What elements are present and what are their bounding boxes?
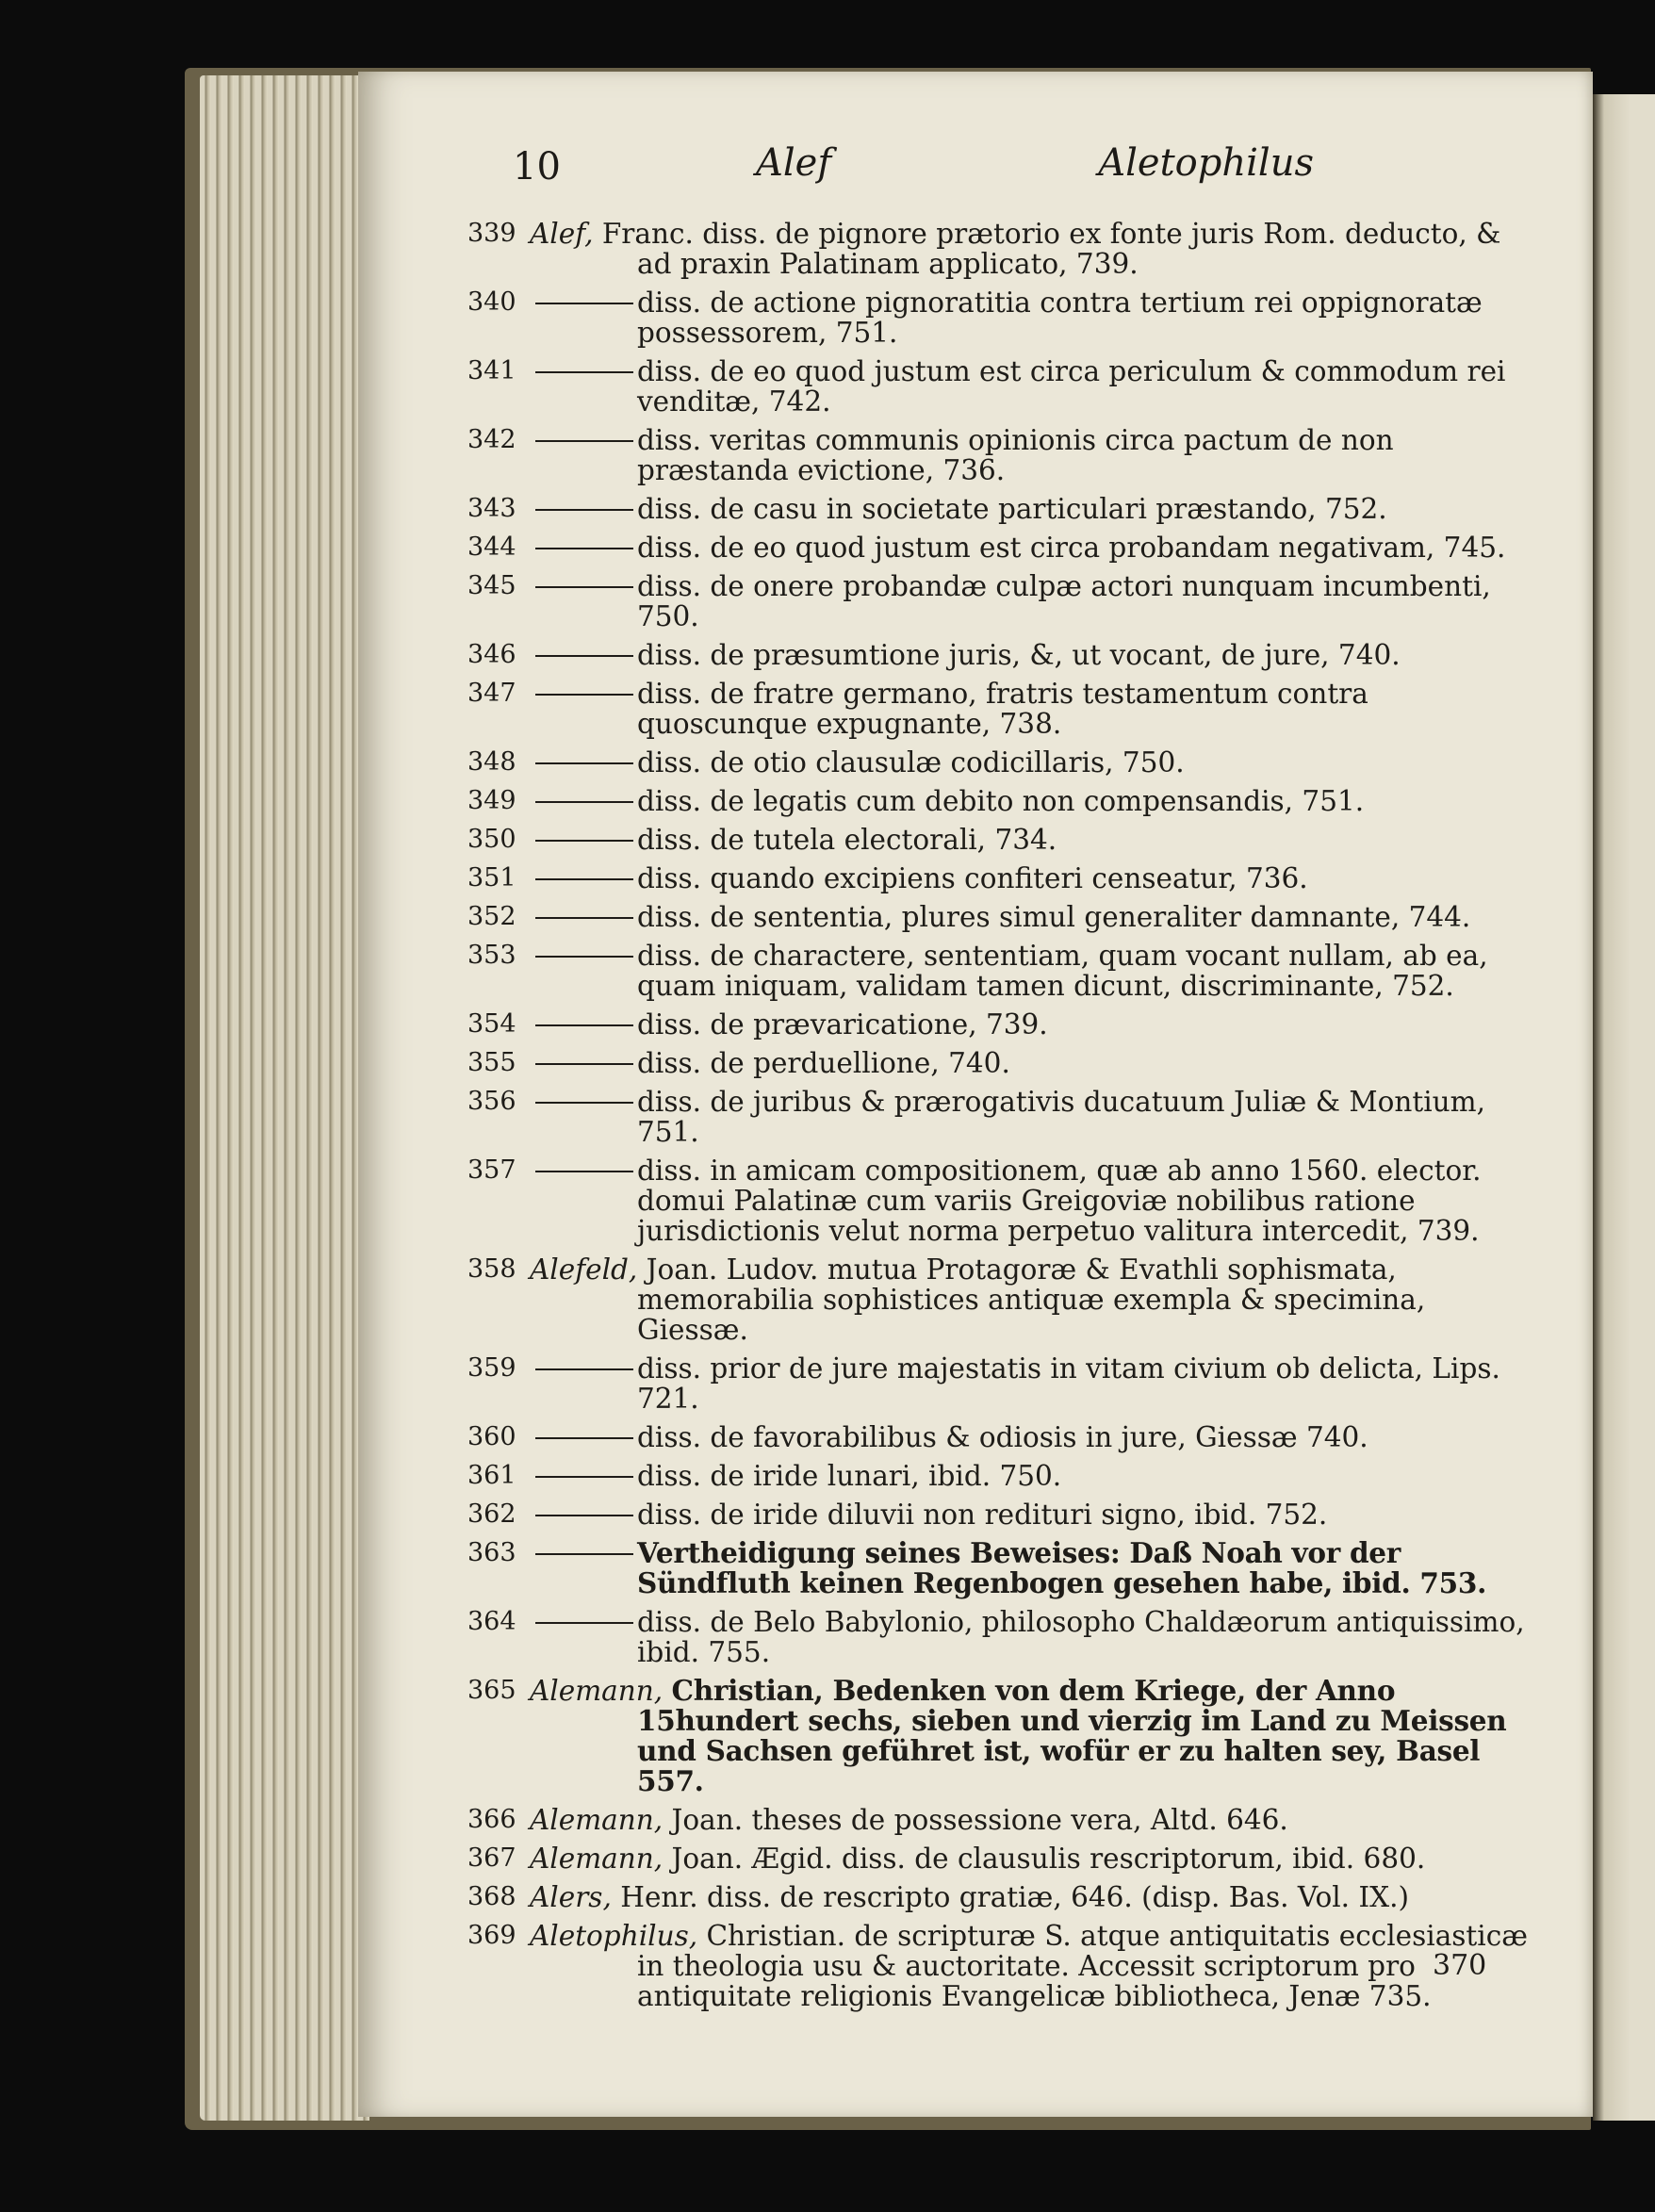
entry-number: 343 <box>467 494 516 523</box>
author-name: Alemann, <box>530 1804 664 1836</box>
entry-text: diss. de charactere, sententiam, quam vocant nullam, ab ea, quam iniquam, validam tamen dicunt, discriminante, 752. <box>637 940 1488 1002</box>
entry-text: Christian, Bedenken von dem Kriege, der Anno 15hundert sechs, sieben und vierzig im Land zu Meissen und Sachsen geführet ist, wofür er zu halten sey, Basel 557. <box>637 1674 1507 1797</box>
entry-number: 357 <box>467 1155 516 1185</box>
author-name: Alefeld, <box>530 1253 638 1286</box>
entry-number: 353 <box>467 941 516 970</box>
bibliography-entry <box>467 1676 1529 1796</box>
entry-text: diss. veritas communis opinionis circa pactum de non præstanda evictione, 736. <box>637 424 1394 486</box>
page-edges <box>200 75 369 2121</box>
bibliography-entry <box>467 287 1529 348</box>
ditto-dash <box>535 694 633 696</box>
bibliography-entry <box>467 356 1529 417</box>
entry-number: 361 <box>467 1461 516 1490</box>
bibliography-entry <box>467 1048 1529 1078</box>
entry-text: Franc. diss. de pignore prætorio ex fonte juris Rom. deducto, & ad praxin Palatinam applicato, 739. <box>601 218 1501 280</box>
entry-text: diss. de actione pignoratitia contra tertium rei oppignoratæ possessorem, 751. <box>637 287 1483 349</box>
ditto-dash <box>535 956 633 958</box>
ditto-dash <box>535 548 633 549</box>
entry-text: Joan. Ægid. diss. de clausulis rescriptorum, ibid. 680. <box>671 1843 1426 1875</box>
entry-text: diss. de favorabilibus & odiosis in jure, Giessæ 740. <box>637 1421 1368 1453</box>
ditto-dash <box>535 1476 633 1478</box>
bibliography-entry <box>467 1254 1529 1345</box>
bibliography-entry <box>467 1607 1529 1667</box>
entry-number: 352 <box>467 902 516 931</box>
entry-text: diss. de casu in societate particulari præstando, 752. <box>637 493 1387 525</box>
entry-text: diss. de iride lunari, ibid. 750. <box>637 1460 1062 1492</box>
ditto-dash <box>535 1368 633 1370</box>
header-right-word: Aletophilus <box>1098 141 1314 185</box>
entry-text: diss. de Belo Babylonio, philosopho Chaldæorum antiquissimo, ibid. 755. <box>637 1606 1525 1668</box>
entry-number: 349 <box>467 786 516 815</box>
author-name: Alers, <box>530 1881 612 1913</box>
ditto-dash <box>535 303 633 304</box>
entry-number: 350 <box>467 825 516 854</box>
entry-body <box>467 1882 1529 1912</box>
bibliography-entry <box>467 1499 1529 1530</box>
entry-text: diss. de eo quod justum est circa periculum & commodum rei venditæ, 742. <box>637 355 1506 418</box>
ditto-dash <box>535 917 633 919</box>
facing-page-edge <box>1593 94 1655 2121</box>
author-name: Aletophilus, <box>530 1920 698 1952</box>
entry-text: Joan. Ludov. mutua Protagoræ & Evathli sophismata, memorabilia sophistices antiquæ exempla & specimina, Giessæ. <box>637 1253 1426 1346</box>
ditto-dash <box>535 878 633 880</box>
entry-text: diss. de iride diluvii non redituri signo, ibid. 752. <box>637 1499 1328 1531</box>
entry-body <box>467 1676 1529 1796</box>
ditto-dash <box>535 371 633 373</box>
entry-number: 358 <box>467 1254 516 1284</box>
entry-number: 341 <box>467 356 516 385</box>
entry-text: diss. de sententia, plures simul generaliter damnante, 744. <box>637 901 1471 933</box>
entry-number: 354 <box>467 1009 516 1039</box>
bibliography-entry <box>467 863 1529 893</box>
bibliography-entry <box>467 786 1529 816</box>
entry-text: Joan. theses de possessione vera, Altd. 646. <box>671 1804 1288 1836</box>
entry-body <box>467 219 1529 279</box>
bibliography-entry <box>467 902 1529 932</box>
entry-number: 359 <box>467 1353 516 1383</box>
bibliography-entry <box>467 1921 1529 2011</box>
entry-number: 363 <box>467 1538 516 1567</box>
entry-text: Christian. de scripturæ S. atque antiquitatis ecclesiasticæ in theologia usu & auctoritate. Accessit scriptorum pro antiquitate religionis Evangelicæ bibliotheca, Jenæ 735. <box>637 1920 1528 2012</box>
entry-number: 340 <box>467 287 516 317</box>
bibliography-entry <box>467 747 1529 778</box>
entry-text: diss. de legatis cum debito non compensandis, 751. <box>637 785 1365 817</box>
page-number: 10 <box>513 145 561 188</box>
bibliography-entry <box>467 1538 1529 1598</box>
entry-text: diss. de prævaricatione, 739. <box>637 1008 1048 1040</box>
entry-number: 364 <box>467 1607 516 1636</box>
ditto-dash <box>535 1437 633 1439</box>
catchword: 370 <box>1433 1949 1487 1982</box>
bibliography-entry <box>467 640 1529 670</box>
entry-body <box>467 1921 1529 2011</box>
ditto-dash <box>535 1553 633 1555</box>
ditto-dash <box>535 509 633 511</box>
ditto-dash <box>535 840 633 842</box>
entry-text: diss. prior de jure majestatis in vitam civium ob delicta, Lips. 721. <box>637 1352 1500 1415</box>
ditto-dash <box>535 762 633 764</box>
running-header <box>513 141 1314 198</box>
entry-number: 345 <box>467 571 516 600</box>
bibliography-entry <box>467 1461 1529 1491</box>
entry-text: diss. in amicam compositionem, quæ ab anno 1560. elector. domui Palatinæ cum variis Greigoviæ nobilibus ratione jurisdictionis velut norma perpetuo valitura intercedit, 739. <box>637 1155 1482 1247</box>
entry-text: diss. de onere probandæ culpæ actori nunquam incumbenti, 750. <box>637 570 1491 632</box>
entry-number: 369 <box>467 1921 516 1950</box>
entry-number: 355 <box>467 1048 516 1077</box>
bibliography-entry <box>467 533 1529 563</box>
entry-text: Henr. diss. de rescripto gratiæ, 646. (disp. Bas. Vol. IX.) <box>620 1881 1409 1913</box>
ditto-dash <box>535 1622 633 1624</box>
ditto-dash <box>535 1515 633 1516</box>
entry-number: 366 <box>467 1805 516 1834</box>
bibliography-entry <box>467 219 1529 279</box>
entry-text: diss. de fratre germano, fratris testamentum contra quoscunque expugnante, 738. <box>637 678 1368 740</box>
entry-number: 339 <box>467 219 516 248</box>
entry-text: diss. de juribus & prærogativis ducatuum Juliæ & Montium, 751. <box>637 1086 1485 1148</box>
bibliography-entry <box>467 1155 1529 1246</box>
entry-number: 365 <box>467 1676 516 1705</box>
entry-number: 344 <box>467 533 516 562</box>
bibliography-entries <box>467 219 1529 2020</box>
author-name: Alemann, <box>530 1843 664 1875</box>
bibliography-entry <box>467 1087 1529 1147</box>
entry-number: 351 <box>467 863 516 893</box>
author-name: Alemann, <box>530 1675 664 1707</box>
bibliography-entry <box>467 825 1529 855</box>
bibliography-entry <box>467 1009 1529 1040</box>
entry-number: 362 <box>467 1499 516 1529</box>
bibliography-entry <box>467 1805 1529 1835</box>
ditto-dash <box>535 1063 633 1065</box>
entry-number: 348 <box>467 747 516 777</box>
entry-number: 346 <box>467 640 516 669</box>
ditto-dash <box>535 1024 633 1026</box>
entry-number: 342 <box>467 425 516 454</box>
entry-text: diss. quando excipiens confiteri censeatur, 736. <box>637 862 1308 894</box>
ditto-dash <box>535 440 633 442</box>
entry-number: 368 <box>467 1882 516 1911</box>
bibliography-entry <box>467 1422 1529 1452</box>
entry-number: 367 <box>467 1843 516 1873</box>
bibliography-entry <box>467 941 1529 1001</box>
entry-number: 360 <box>467 1422 516 1451</box>
entry-number: 347 <box>467 679 516 708</box>
header-left-word: Alef <box>756 141 832 185</box>
bibliography-entry <box>467 425 1529 485</box>
bibliography-entry <box>467 679 1529 739</box>
entry-text: Vertheidigung seines Beweises: Daß Noah vor der Sündfluth keinen Regenbogen gesehen habe, ibid. 753. <box>637 1536 1487 1599</box>
bibliography-entry <box>467 1353 1529 1414</box>
bibliography-entry <box>467 1882 1529 1912</box>
ditto-dash <box>535 655 633 657</box>
entry-text: diss. de otio clausulæ codicillaris, 750. <box>637 746 1185 778</box>
ditto-dash <box>535 1102 633 1104</box>
entry-body <box>467 1805 1529 1835</box>
author-name: Alef, <box>530 218 594 250</box>
ditto-dash <box>535 1171 633 1172</box>
entry-text: diss. de præsumtione juris, &, ut vocant, de jure, 740. <box>637 639 1401 671</box>
entry-number: 356 <box>467 1087 516 1116</box>
entry-text: diss. de tutela electorali, 734. <box>637 824 1057 856</box>
ditto-dash <box>535 801 633 803</box>
bibliography-entry <box>467 494 1529 524</box>
ditto-dash <box>535 586 633 588</box>
entry-text: diss. de perduellione, 740. <box>637 1047 1010 1079</box>
entry-body <box>467 1843 1529 1874</box>
bibliography-entry <box>467 571 1529 631</box>
entry-text: diss. de eo quod justum est circa probandam negativam, 745. <box>637 532 1506 564</box>
bibliography-entry <box>467 1843 1529 1874</box>
entry-body <box>467 1254 1529 1345</box>
